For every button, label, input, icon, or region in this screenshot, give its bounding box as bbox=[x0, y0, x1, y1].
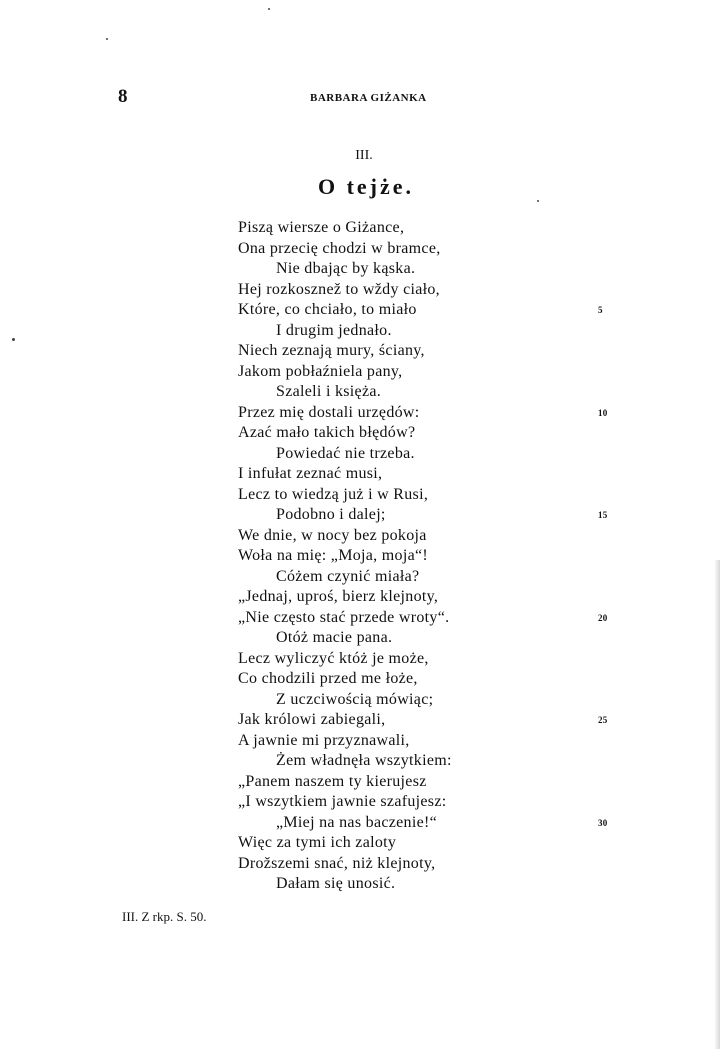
verse-line bbox=[238, 608, 628, 629]
verse-text: „Jednaj, uproś, bierz klejnoty, bbox=[238, 588, 439, 605]
verse-line bbox=[238, 710, 628, 731]
verse-line bbox=[238, 751, 628, 772]
paper-speck bbox=[106, 38, 108, 40]
verse-line bbox=[238, 669, 628, 690]
paper-speck bbox=[537, 200, 539, 202]
verse-text: A jawnie mi przyznawali, bbox=[238, 731, 410, 749]
verse-text: I drugim jednało. bbox=[276, 321, 392, 339]
verse-line bbox=[238, 259, 628, 280]
verse-line bbox=[238, 587, 628, 608]
verse-text: Nie dbając by kąska. bbox=[276, 260, 416, 277]
verse-text: Żem władnęła wszytkiem: bbox=[276, 752, 452, 769]
verse-text: Powiedać nie trzeba. bbox=[276, 444, 415, 462]
paper-speck bbox=[268, 8, 270, 10]
verse-text: I infułat zeznać musi, bbox=[238, 465, 383, 482]
verse-line bbox=[238, 628, 628, 649]
verse-text: „Panem naszem ty kierujesz bbox=[238, 772, 427, 790]
verse-line bbox=[238, 854, 628, 875]
verse-line bbox=[238, 546, 628, 567]
verse-line bbox=[238, 731, 628, 752]
verse-text: Azać mało takich błędów? bbox=[238, 424, 416, 441]
verse-text: „Miej na nas baczenie!“ bbox=[276, 813, 438, 831]
line-number: 25 bbox=[598, 715, 608, 725]
line-number: 5 bbox=[598, 305, 603, 315]
verse-line bbox=[238, 772, 628, 793]
verse-line bbox=[238, 423, 628, 444]
verse-line bbox=[238, 567, 628, 588]
verse-line bbox=[238, 833, 628, 854]
verse-text: Które, co chciało, to miało bbox=[238, 301, 417, 318]
verse-text: We dnie, w nocy bez pokoja bbox=[238, 526, 427, 544]
line-number: 30 bbox=[598, 817, 608, 828]
verse-line bbox=[238, 464, 628, 485]
verse-text: Dałam się unosić. bbox=[276, 875, 396, 892]
verse-line bbox=[238, 485, 628, 506]
verse-line bbox=[238, 874, 628, 895]
verse-text: Lecz to wiedzą już i w Rusi, bbox=[238, 485, 429, 503]
verse-line bbox=[238, 280, 628, 301]
verse-text: Piszą wiersze o Giżance, bbox=[238, 219, 405, 236]
verse-text: Jakom pobłaźniela pany, bbox=[238, 362, 403, 380]
verse-text: Otóż macie pana. bbox=[276, 629, 393, 646]
page-edge-shadow bbox=[714, 560, 720, 1049]
verse-text: Cóżem czynić miała? bbox=[276, 567, 420, 585]
line-number: 20 bbox=[598, 612, 608, 623]
verse-line bbox=[238, 362, 628, 383]
verse-line bbox=[238, 792, 628, 813]
verse-line bbox=[238, 321, 628, 342]
verse-text: Ona przecię chodzi w bramce, bbox=[238, 239, 441, 257]
section-numeral: III. bbox=[355, 148, 373, 163]
poem-body bbox=[238, 218, 628, 895]
verse-text: „I wszytkiem jawnie szafujesz: bbox=[238, 793, 447, 810]
footnote: III. Z rkp. S. 50. bbox=[122, 909, 207, 924]
verse-line bbox=[238, 382, 628, 403]
verse-text: Hej rozkosznež to wždy ciało, bbox=[238, 280, 440, 298]
verse-line bbox=[238, 649, 628, 670]
verse-text: Drožszemi snać, niż klejnoty, bbox=[238, 854, 436, 872]
verse-text: Niech zeznają mury, ściany, bbox=[238, 342, 425, 359]
verse-text: Podobno i dalej; bbox=[276, 506, 386, 523]
verse-text: Co chodzili przed me łoże, bbox=[238, 670, 418, 687]
verse-text: Z uczciwością mówiąc; bbox=[276, 690, 434, 708]
line-number: 15 bbox=[598, 510, 608, 520]
page-number: 8 bbox=[118, 86, 128, 107]
verse-line bbox=[238, 341, 628, 362]
verse-line bbox=[238, 239, 628, 260]
verse-line bbox=[238, 690, 628, 711]
verse-text: Lecz wyliczyć któż je może, bbox=[238, 649, 429, 667]
verse-line bbox=[238, 218, 628, 239]
verse-line bbox=[238, 300, 628, 321]
verse-line bbox=[238, 813, 628, 834]
verse-line bbox=[238, 526, 628, 547]
verse-line bbox=[238, 444, 628, 465]
verse-text: „Nie często stać przede wroty“. bbox=[238, 608, 450, 626]
verse-text: Więc za tymi ich zaloty bbox=[238, 834, 397, 851]
verse-text: Szaleli i księża. bbox=[276, 383, 382, 400]
paper-speck bbox=[12, 338, 15, 341]
verse-text: Woła na mię: „Moja, moja“! bbox=[238, 547, 429, 564]
verse-line bbox=[238, 403, 628, 424]
poem-title: O tejże. bbox=[317, 174, 415, 199]
verse-text: Przez mię dostali urzędów: bbox=[238, 403, 420, 421]
verse-text: Jak królowi zabiegali, bbox=[238, 711, 386, 728]
line-number: 10 bbox=[598, 407, 608, 418]
running-head: BARBARA GIŻANKA bbox=[310, 92, 427, 104]
verse-line bbox=[238, 505, 628, 526]
